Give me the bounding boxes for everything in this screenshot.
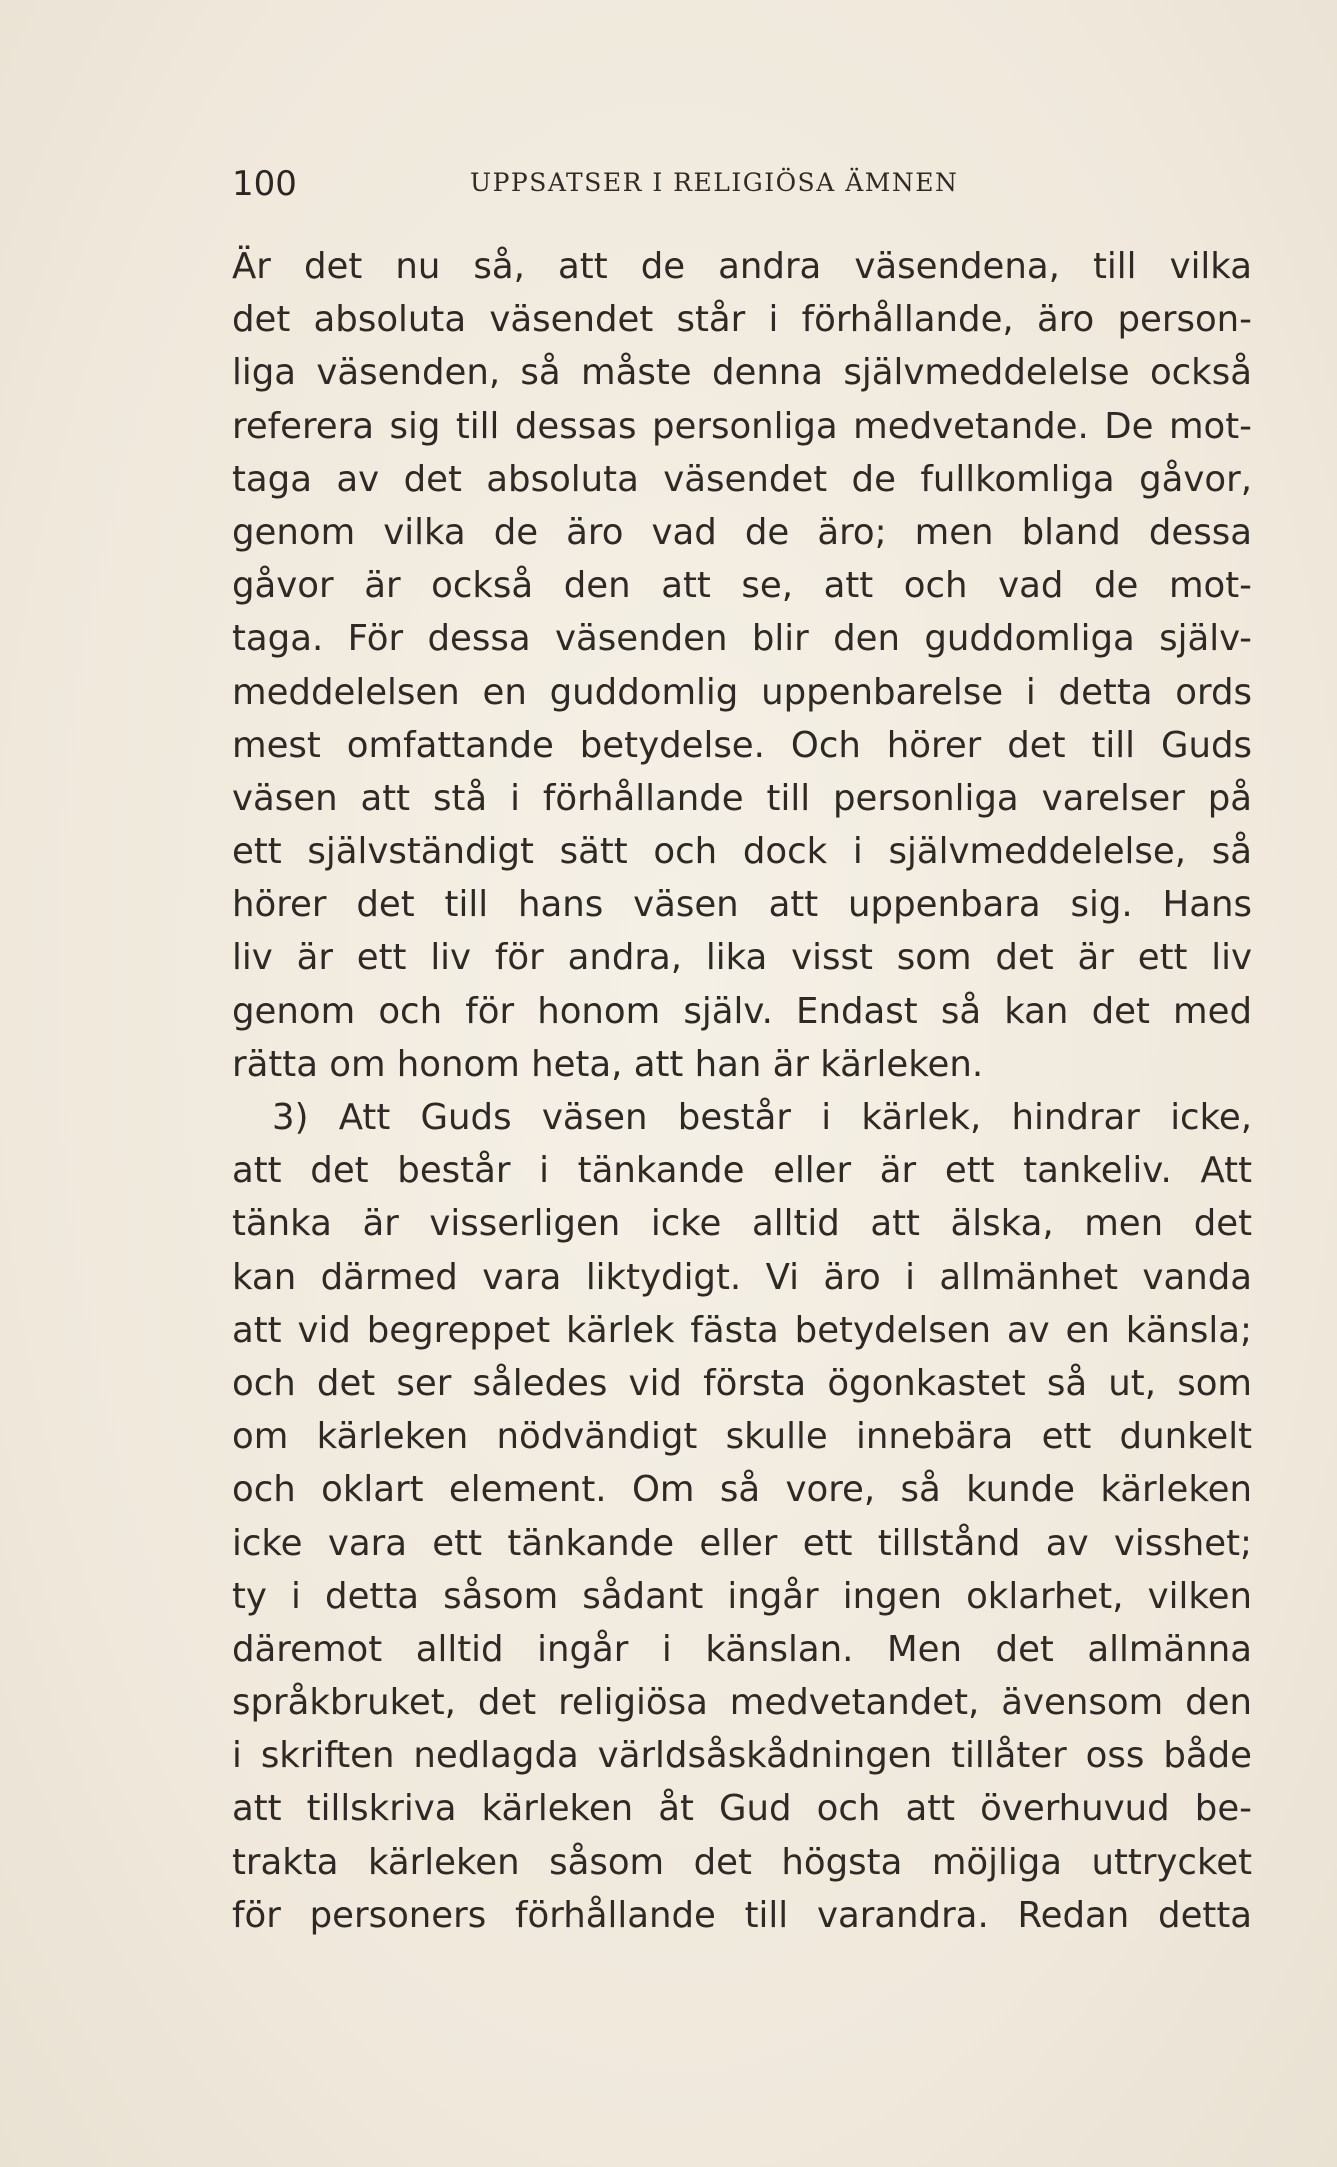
text-line: taga. För dessa väsenden blir den guddomliga själv- [232, 618, 1252, 660]
running-head: UPPSATSER I RELIGIÖSA ÄMNEN [470, 168, 959, 197]
text-line: ett självständigt sätt och dock i självmeddelelse, så [232, 831, 1252, 873]
text-line: genom och för honom själv. Endast så kan det med [232, 990, 1252, 1032]
text-line: att det består i tänkande eller är ett tankeliv. Att [232, 1150, 1252, 1192]
text-line: språkbruket, det religiösa medvetandet, ävensom den [232, 1682, 1252, 1724]
text-line: genom vilka de äro vad de äro; men bland dessa [232, 511, 1252, 553]
text-line: att tillskriva kärleken åt Gud och att överhuvud be- [232, 1788, 1252, 1830]
text-line-paragraph-start: 3) Att Guds väsen består i kärlek, hindrar icke, [272, 1097, 1252, 1138]
text-line: ty i detta såsom sådant ingår ingen oklarhet, vilken [232, 1575, 1252, 1617]
text-line: liv är ett liv för andra, lika visst som det är ett liv [232, 937, 1252, 979]
text-line: gåvor är också den att se, att och vad de mot- [232, 565, 1252, 607]
text-line: liga väsenden, så måste denna självmeddelelse också [232, 352, 1252, 394]
text-line: hörer det till hans väsen att uppenbara sig. Hans [232, 884, 1252, 926]
text-line: däremot alltid ingår i känslan. Men det allmänna [232, 1628, 1252, 1670]
text-line: för personers förhållande till varandra. Redan detta [232, 1894, 1252, 1936]
text-line: och det ser således vid första ögonkastet så ut, som [232, 1362, 1252, 1404]
text-line: Är det nu så, att de andra väsendena, till vilka [232, 246, 1252, 287]
text-line: referera sig till dessas personliga medvetande. De mot- [232, 405, 1252, 447]
text-line: och oklart element. Om så vore, så kunde kärleken [232, 1469, 1252, 1511]
text-line: väsen att stå i förhållande till personliga varelser på [232, 777, 1252, 819]
text-line: kan därmed vara liktydigt. Vi äro i allmänhet vanda [232, 1256, 1252, 1298]
text-line: tänka är visserligen icke alltid att älska, men det [232, 1203, 1252, 1245]
text-line-paragraph-end: rätta om honom heta, att han är kärleken. [232, 1043, 984, 1085]
page-header [232, 158, 1252, 218]
text-line: icke vara ett tänkande eller ett tillstånd av visshet; [232, 1522, 1252, 1564]
text-line: mest omfattande betydelse. Och hörer det till Guds [232, 724, 1252, 766]
page-number: 100 [232, 164, 297, 204]
text-line: att vid begreppet kärlek fästa betydelsen av en känsla; [232, 1309, 1252, 1351]
text-line: det absoluta väsendet står i förhållande, äro person- [232, 299, 1252, 341]
text-line: meddelelsen en guddomlig uppenbarelse i detta ords [232, 671, 1252, 713]
text-line: om kärleken nödvändigt skulle innebära ett dunkelt [232, 1416, 1252, 1458]
body-text [232, 240, 1252, 1942]
text-line: i skriften nedlagda världsåskådningen tillåter oss både [232, 1735, 1252, 1777]
text-line: taga av det absoluta väsendet de fullkomliga gåvor, [232, 458, 1252, 500]
text-line: trakta kärleken såsom det högsta möjliga uttrycket [232, 1841, 1252, 1883]
